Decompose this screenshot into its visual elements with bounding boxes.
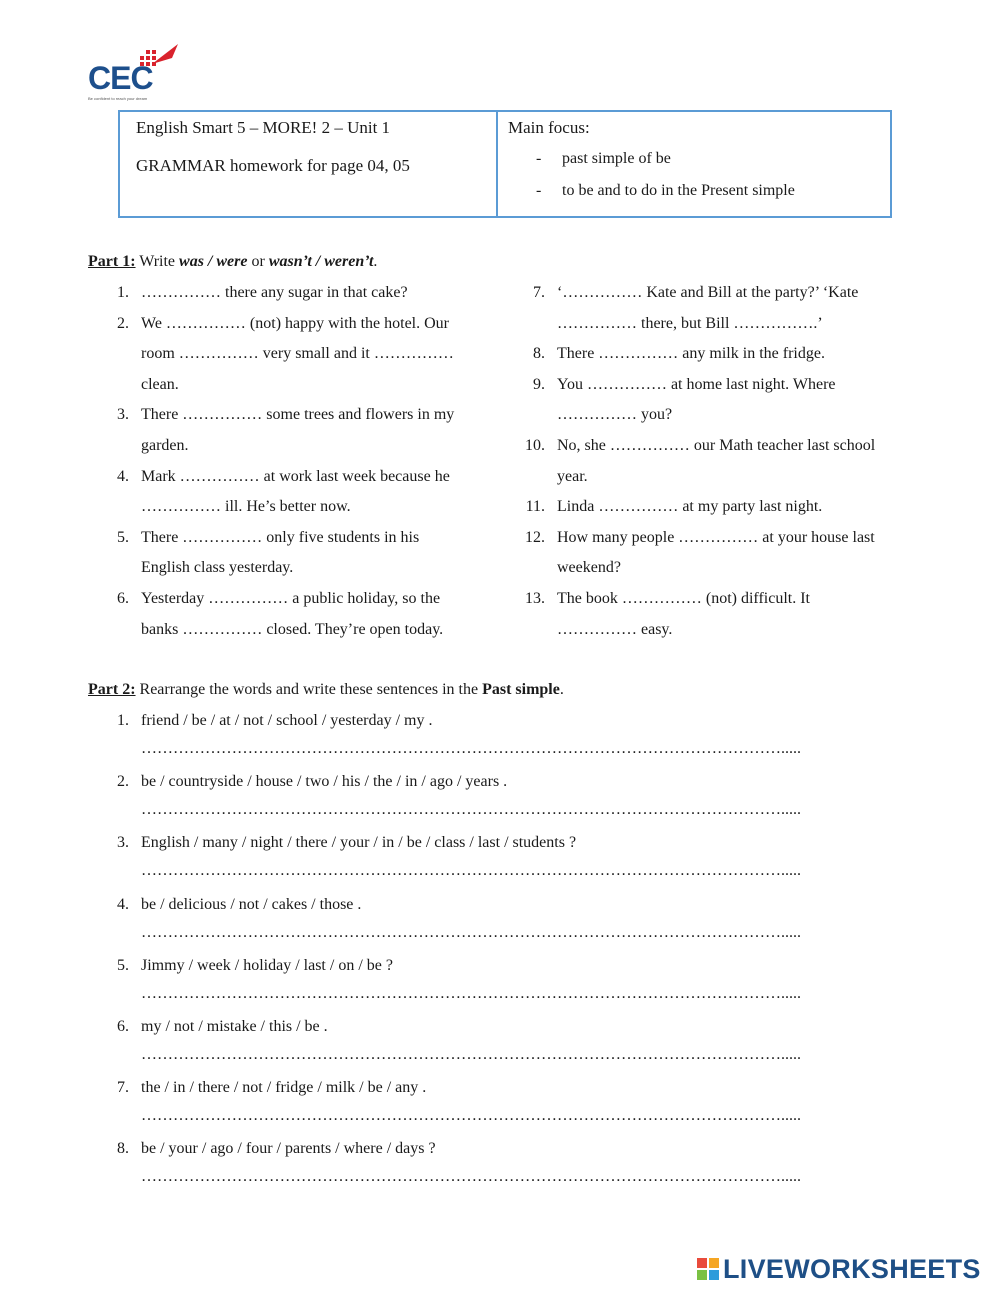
brand-text: LIVEWORKSHEETS [723, 1254, 981, 1284]
part2-heading: Part 2: Rearrange the words and write these sentences in the Past simple. [88, 681, 564, 698]
header-box [118, 110, 892, 218]
homework-title: GRAMMAR homework for page 04, 05 [136, 156, 410, 175]
answer-line[interactable]: …………………………………………………………………………………………………………..... [141, 801, 801, 819]
focus-item: - to be and to do in the Present simple [536, 182, 795, 199]
dash-bullet: - [536, 150, 542, 167]
item-number: 7. [117, 1079, 129, 1097]
scrambled-sentence: my / not / mistake / this / be . [141, 1018, 328, 1035]
answer-line[interactable]: …………………………………………………………………………………………………………..... [141, 1107, 801, 1125]
focus-item: - past simple of be [536, 150, 671, 167]
exercise-line: The book …………… (not) difficult. It [557, 590, 810, 607]
item-number: 11. [525, 498, 545, 516]
item-number: 4. [117, 467, 129, 485]
scrambled-sentence: the / in / there / not / fridge / milk / be / any . [141, 1079, 427, 1097]
exercise-line: How many people …………… at your house last [557, 528, 875, 546]
exercise-line: You …………… at home last night. Where [557, 375, 836, 393]
item-number: 9. [533, 375, 545, 393]
part1-heading: Part 1: Write was / were or wasn’t / weren’t. [88, 253, 378, 270]
exercise-line: …………… you? [557, 406, 673, 424]
exercise-line: weekend? [557, 559, 621, 577]
scrambled-sentence: English / many / night / there / your / in / be / class / last / students ? [141, 834, 577, 852]
item-number: 1. [117, 712, 129, 729]
logo-text: CEC [88, 60, 153, 96]
exercise-line: clean. [141, 375, 179, 393]
item-number: 2. [117, 773, 129, 791]
item-number: 5. [117, 528, 129, 546]
exercise-line: banks …………… closed. They’re open today. [141, 620, 444, 638]
exercise-line: year. [557, 467, 588, 485]
item-number: 13. [525, 590, 545, 607]
scrambled-sentence: Jimmy / week / holiday / last / on / be ? [141, 956, 393, 974]
focus-title: Main focus: [508, 118, 590, 137]
exercise-line: …………… there, but Bill …………….’ [557, 314, 823, 332]
cec-logo [88, 42, 188, 102]
header-left-cell [120, 112, 498, 216]
exercise-line: Linda …………… at my party last night. [557, 498, 823, 516]
exercise-line: ‘…………… Kate and Bill at the party?’ ‘Kate [557, 284, 859, 301]
answer-line[interactable]: …………………………………………………………………………………………………………..... [141, 984, 801, 1002]
exercise-line: English class yesterday. [141, 559, 294, 577]
item-number: 5. [117, 956, 129, 974]
scrambled-sentence: be / your / ago / four / parents / where / days ? [141, 1140, 436, 1158]
exercise-line: There …………… only five students in his [141, 528, 420, 546]
answer-line[interactable]: …………………………………………………………………………………………………………..... [141, 862, 801, 880]
exercise-line: …………… ill. He’s better now. [141, 498, 351, 516]
item-number: 1. [117, 284, 129, 301]
exercise-line: Mark …………… at work last week because he [141, 467, 450, 485]
item-number: 7. [533, 284, 545, 301]
item-number: 3. [117, 834, 129, 852]
item-number: 8. [533, 345, 545, 363]
exercise-line: We …………… (not) happy with the hotel. Our [141, 314, 449, 332]
exercise-line: …………… easy. [557, 620, 673, 638]
item-number: 6. [117, 1018, 129, 1035]
item-number: 6. [117, 590, 129, 607]
item-number: 8. [117, 1140, 129, 1158]
exercise-line: garden. [141, 437, 189, 454]
exercise-line: There …………… some trees and flowers in my [141, 406, 455, 424]
item-number: 2. [117, 314, 129, 332]
scrambled-sentence: friend / be / at / not / school / yesterday / my . [141, 712, 433, 729]
answer-line[interactable]: …………………………………………………………………………………………………………..... [141, 1168, 801, 1186]
answer-line[interactable]: …………………………………………………………………………………………………………..... [141, 740, 801, 757]
answer-line[interactable]: …………………………………………………………………………………………………………..... [141, 923, 801, 941]
item-number: 10. [525, 437, 545, 454]
exercise-line: No, she …………… our Math teacher last school [557, 437, 876, 454]
exercise-line: …………… there any sugar in that cake? [141, 284, 408, 301]
exercise-line: Yesterday …………… a public holiday, so the [141, 590, 441, 607]
item-number: 12. [525, 528, 545, 546]
item-number: 3. [117, 406, 129, 424]
brand-blocks-icon [697, 1258, 721, 1280]
exercise-line: room …………… very small and it …………… [141, 345, 454, 363]
answer-line[interactable]: …………………………………………………………………………………………………………..... [141, 1046, 801, 1063]
dash-bullet: - [536, 182, 542, 199]
course-title: English Smart 5 – MORE! 2 – Unit 1 [136, 118, 391, 137]
logo-tagline: Be confident to reach your dream [88, 96, 148, 101]
scrambled-sentence: be / delicious / not / cakes / those . [141, 895, 362, 913]
exercise-line: There …………… any milk in the fridge. [557, 345, 825, 363]
scrambled-sentence: be / countryside / house / two / his / the / in / ago / years . [141, 773, 508, 791]
item-number: 4. [117, 895, 129, 913]
